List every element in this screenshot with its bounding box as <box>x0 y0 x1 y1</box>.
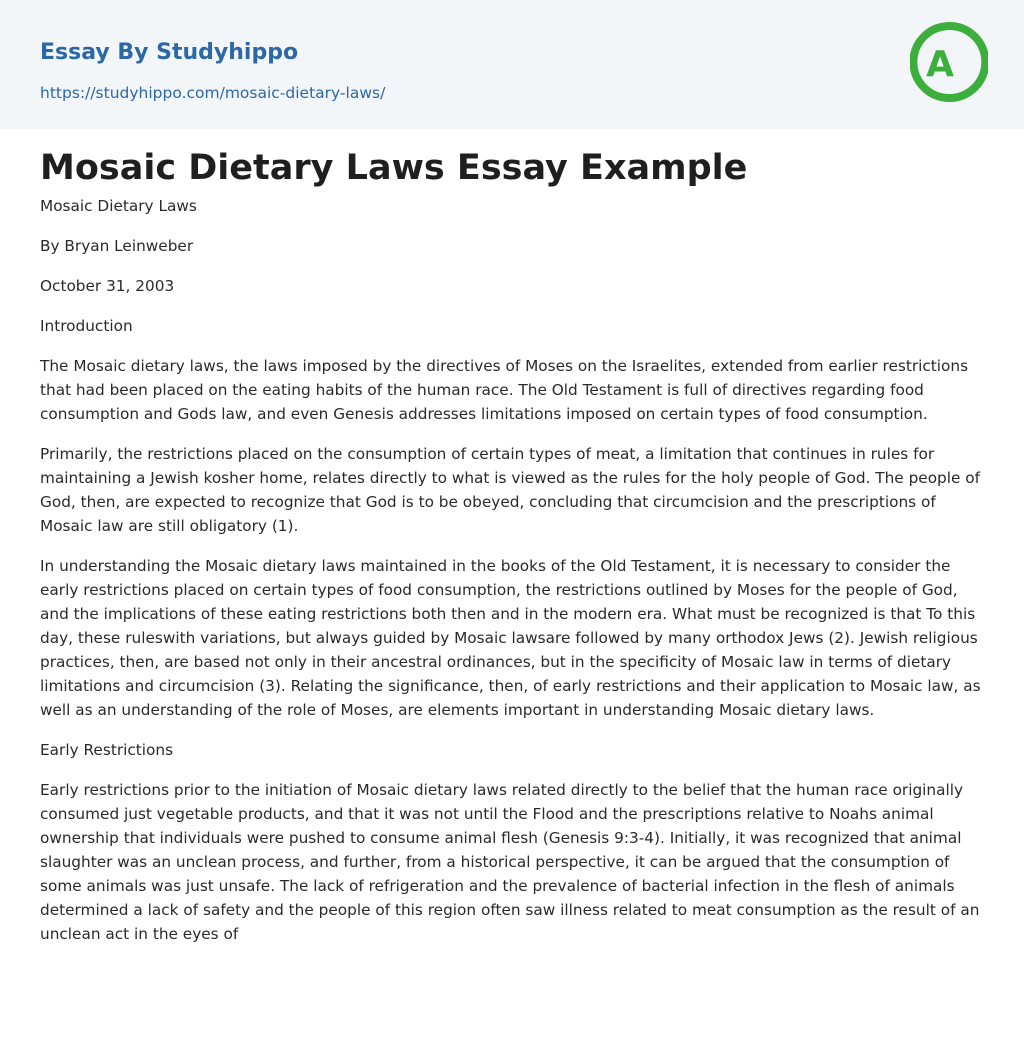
paragraph: In understanding the Mosaic dietary laws maintained in the books of the Old Testament, it is necessary to consider the early restrictions placed on certain types of food consumption, the restrictions outlined by Moses for the people of God, and the implications of these eating restrictions both then and in the modern era. What must be recognized is that To this day, these ruleswith variations, but always guided by Mosaic lawsare followed by many orthodox Jews (2). Jewish religious practices, then, are based not only in their ancestral ordinances, but in the specificity of Mosaic law in terms of dietary limitations and circumcision (3). Relating the significance, then, of early restrictions and their application to Mosaic law, as well as an understanding of the role of Moses, are elements important in understanding Mosaic dietary laws. <box>40 557 981 719</box>
page-title: Mosaic Dietary Laws Essay Example <box>40 148 748 188</box>
paragraph: The Mosaic dietary laws, the laws imposed by the directives of Moses on the Israelites, extended from earlier restrictions that had been placed on the eating habits of the human race. The Old Testament is full of directives regarding food consumption and Gods law, and even Genesis addresses limitations imposed on certain types of food consumption. <box>40 357 969 423</box>
paragraph: Early restrictions prior to the initiation of Mosaic dietary laws related directly to the belief that the human race originally consumed just vegetable products, and that it was not until the Flood and the prescriptions relative to Noahs animal ownership that individuals were pushed to consume animal flesh (Genesis 9:3-4). Initially, it was recognized that animal slaughter was an unclean process, and further, from a historical perspective, it can be argued that the consumption of some animals was just unsafe. The lack of refrigeration and the prevalence of bacterial infection in the flesh of animals determined a lack of safety and the people of this region often saw illness related to meat consumption as the result of an unclean act in the eyes of <box>40 781 980 943</box>
section-heading-introduction: Introduction <box>40 317 133 335</box>
article-body <box>40 194 986 962</box>
article-subtitle: Mosaic Dietary Laws <box>40 197 197 215</box>
section-heading-early-restrictions: Early Restrictions <box>40 741 174 759</box>
site-brand[interactable]: Essay By Studyhippo <box>40 40 299 65</box>
paragraph: Primarily, the restrictions placed on the consumption of certain types of meat, a limitation that continues in rules for maintaining a Jewish kosher home, relates directly to what is viewed as the rules for the holy people of God. The people of God, then, are expected to recognize that God is to be obeyed, concluding that circumcision and the prescriptions of Mosaic law are still obligatory (1). <box>40 445 981 535</box>
studyhippo-logo-icon[interactable] <box>910 18 988 106</box>
essay-url-link[interactable]: https://studyhippo.com/mosaic-dietary-laws/ <box>40 84 386 102</box>
article-author: By Bryan Leinweber <box>40 237 194 255</box>
article-date: October 31, 2003 <box>40 277 175 295</box>
logo-letter: A <box>926 44 954 85</box>
